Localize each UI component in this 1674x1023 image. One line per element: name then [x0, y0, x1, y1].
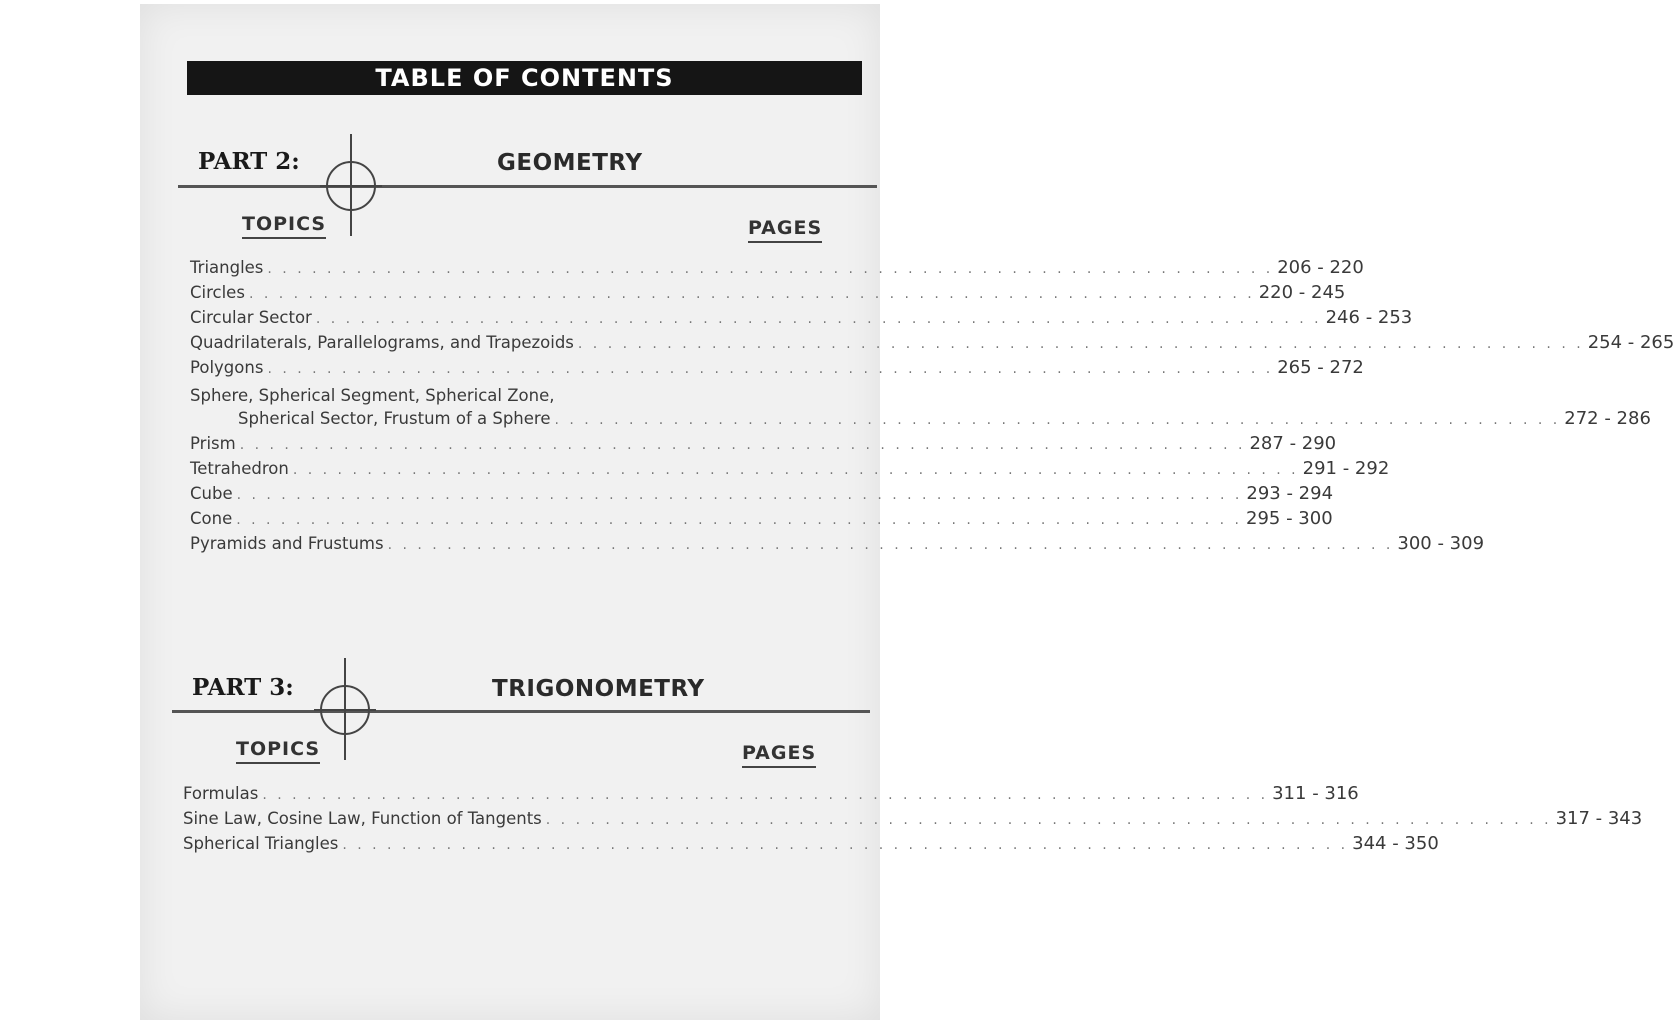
toc-entry-pages: 300 - 309	[1397, 533, 1485, 555]
toc-entry-row	[190, 257, 1364, 282]
toc-entry-row	[190, 282, 1346, 307]
toc-entry-pages: 311 - 316	[1272, 783, 1359, 804]
dot-leader: . . . . . . . . . . . . . . . . . . . . . . . . . . . . . . . . . . . . . . . . . . . . . . . . . . . . . . . . . . . . . . . . . . . .	[267, 361, 1274, 378]
dot-leader: . . . . . . . . . . . . . . . . . . . . . . . . . . . . . . . . . . . . . . . . . . . . . . . . . . . . . . . . . . . . . . . . . . . .	[577, 336, 1584, 353]
toc-entry-row	[238, 407, 1651, 433]
toc-entry-label: Tetrahedron	[190, 458, 289, 478]
toc-title-banner: TABLE OF CONTENTS	[187, 61, 862, 95]
toc-entry-row	[190, 332, 1674, 357]
toc-entry-pages: 254 - 265	[1587, 332, 1674, 354]
dot-leader: . . . . . . . . . . . . . . . . . . . . . . . . . . . . . . . . . . . . . . . . . . . . . . . . . . . . . . . . . . . . . . . . . . . .	[315, 311, 1322, 328]
toc-entry-label: Circular Sector	[190, 308, 312, 328]
toc-entry-row	[190, 357, 1364, 382]
toc-entry-label: Spherical Sector, Frustum of a Sphere	[238, 408, 551, 428]
part2-label: PART 2:	[198, 148, 300, 175]
part3-label: PART 3:	[192, 674, 294, 701]
toc-entry-pages: 287 - 290	[1249, 432, 1337, 454]
dot-leader: . . . . . . . . . . . . . . . . . . . . . . . . . . . . . . . . . . . . . . . . . . . . . . . . . . . . . . . . . . . . . . . . . . . .	[236, 486, 1243, 503]
toc-entry-label: Quadrilaterals, Parallelograms, and Trapezoids	[190, 333, 574, 353]
toc-entry-row	[190, 508, 1333, 533]
toc-entry-pages: 220 - 245	[1258, 282, 1346, 304]
toc-entry-pages: 344 - 350	[1352, 833, 1439, 855]
dot-leader: . . . . . . . . . . . . . . . . . . . . . . . . . . . . . . . . . . . . . . . . . . . . . . . . . . . . . . . . . . . . . . . . . . . .	[387, 537, 1394, 554]
toc-entry-row	[190, 307, 1413, 332]
toc-entry-label: Pyramids and Frustums	[190, 534, 384, 554]
part2-subject: GEOMETRY	[497, 150, 643, 176]
dot-leader: . . . . . . . . . . . . . . . . . . . . . . . . . . . . . . . . . . . . . . . . . . . . . . . . . . . . . . . . . . . . . . . . . . . .	[342, 837, 1349, 854]
part3-topics-heading: TOPICS	[236, 738, 320, 764]
toc-entry-label: Sine Law, Cosine Law, Function of Tangents	[183, 809, 542, 829]
dot-leader: . . . . . . . . . . . . . . . . . . . . . . . . . . . . . . . . . . . . . . . . . . . . . . . . . . . . . . . . . . . . . . . . . . . .	[292, 461, 1299, 478]
toc-entry-label: Circles	[190, 283, 245, 303]
part2-rule	[178, 185, 877, 188]
dot-leader: . . . . . . . . . . . . . . . . . . . . . . . . . . . . . . . . . . . . . . . . . . . . . . . . . . . . . . . . . . . . . . . . . . . .	[267, 261, 1274, 277]
toc-entry-row	[190, 457, 1390, 483]
toc-entry-row	[183, 833, 1439, 858]
toc-entry-pages: 291 - 292	[1302, 457, 1390, 479]
toc-entry-pages: 246 - 253	[1325, 307, 1413, 329]
toc-entry-pages: 295 - 300	[1246, 508, 1333, 529]
toc-entry-row	[190, 533, 1485, 558]
toc-entry-row	[183, 808, 1643, 833]
dot-leader: . . . . . . . . . . . . . . . . . . . . . . . . . . . . . . . . . . . . . . . . . . . . . . . . . . . . . . . . . . . . . . . . . . . .	[262, 787, 1269, 803]
dot-leader: . . . . . . . . . . . . . . . . . . . . . . . . . . . . . . . . . . . . . . . . . . . . . . . . . . . . . . . . . . . . . . . . . . . .	[236, 512, 1243, 528]
toc-entry-label: Triangles	[190, 258, 264, 277]
toc-entry-pages: 265 - 272	[1277, 357, 1364, 379]
part3-crosshair-icon	[312, 658, 378, 760]
part2-topics-heading: TOPICS	[242, 213, 326, 239]
toc-entry-label: Cube	[190, 483, 233, 503]
part3-pages-heading: PAGES	[742, 742, 816, 768]
part3-subject: TRIGONOMETRY	[492, 676, 705, 702]
dot-leader: . . . . . . . . . . . . . . . . . . . . . . . . . . . . . . . . . . . . . . . . . . . . . . . . . . . . . . . . . . . . . . . . . . . .	[545, 812, 1552, 829]
toc-entry-label: Spherical Triangles	[183, 834, 339, 854]
part2-crosshair-icon	[318, 134, 384, 236]
toc-entry-label: Formulas	[183, 784, 259, 803]
toc-entry-pages: 293 - 294	[1246, 482, 1334, 504]
toc-entry-row	[190, 432, 1337, 458]
dot-leader: . . . . . . . . . . . . . . . . . . . . . . . . . . . . . . . . . . . . . . . . . . . . . . . . . . . . . . . . . . . . . . . . . . . .	[248, 286, 1255, 303]
toc-entry-label: Sphere, Spherical Segment, Spherical Zone,	[190, 385, 555, 405]
toc-entry-row	[190, 482, 1334, 508]
part3-rule	[172, 710, 870, 713]
part2-pages-heading: PAGES	[748, 217, 822, 243]
toc-entry-label: Polygons	[190, 358, 264, 378]
toc-entry-pages: 272 - 286	[1564, 407, 1651, 429]
toc-entry-pages: 206 - 220	[1277, 257, 1364, 278]
dot-leader: . . . . . . . . . . . . . . . . . . . . . . . . . . . . . . . . . . . . . . . . . . . . . . . . . . . . . . . . . . . . . . . . . . . .	[554, 411, 1561, 428]
toc-entry-pages: 317 - 343	[1555, 808, 1643, 830]
toc-entry-label: Prism	[190, 433, 236, 453]
toc-entry-label: Cone	[190, 509, 233, 528]
dot-leader: . . . . . . . . . . . . . . . . . . . . . . . . . . . . . . . . . . . . . . . . . . . . . . . . . . . . . . . . . . . . . . . . . . . .	[239, 436, 1246, 453]
toc-entry-row	[183, 783, 1359, 808]
